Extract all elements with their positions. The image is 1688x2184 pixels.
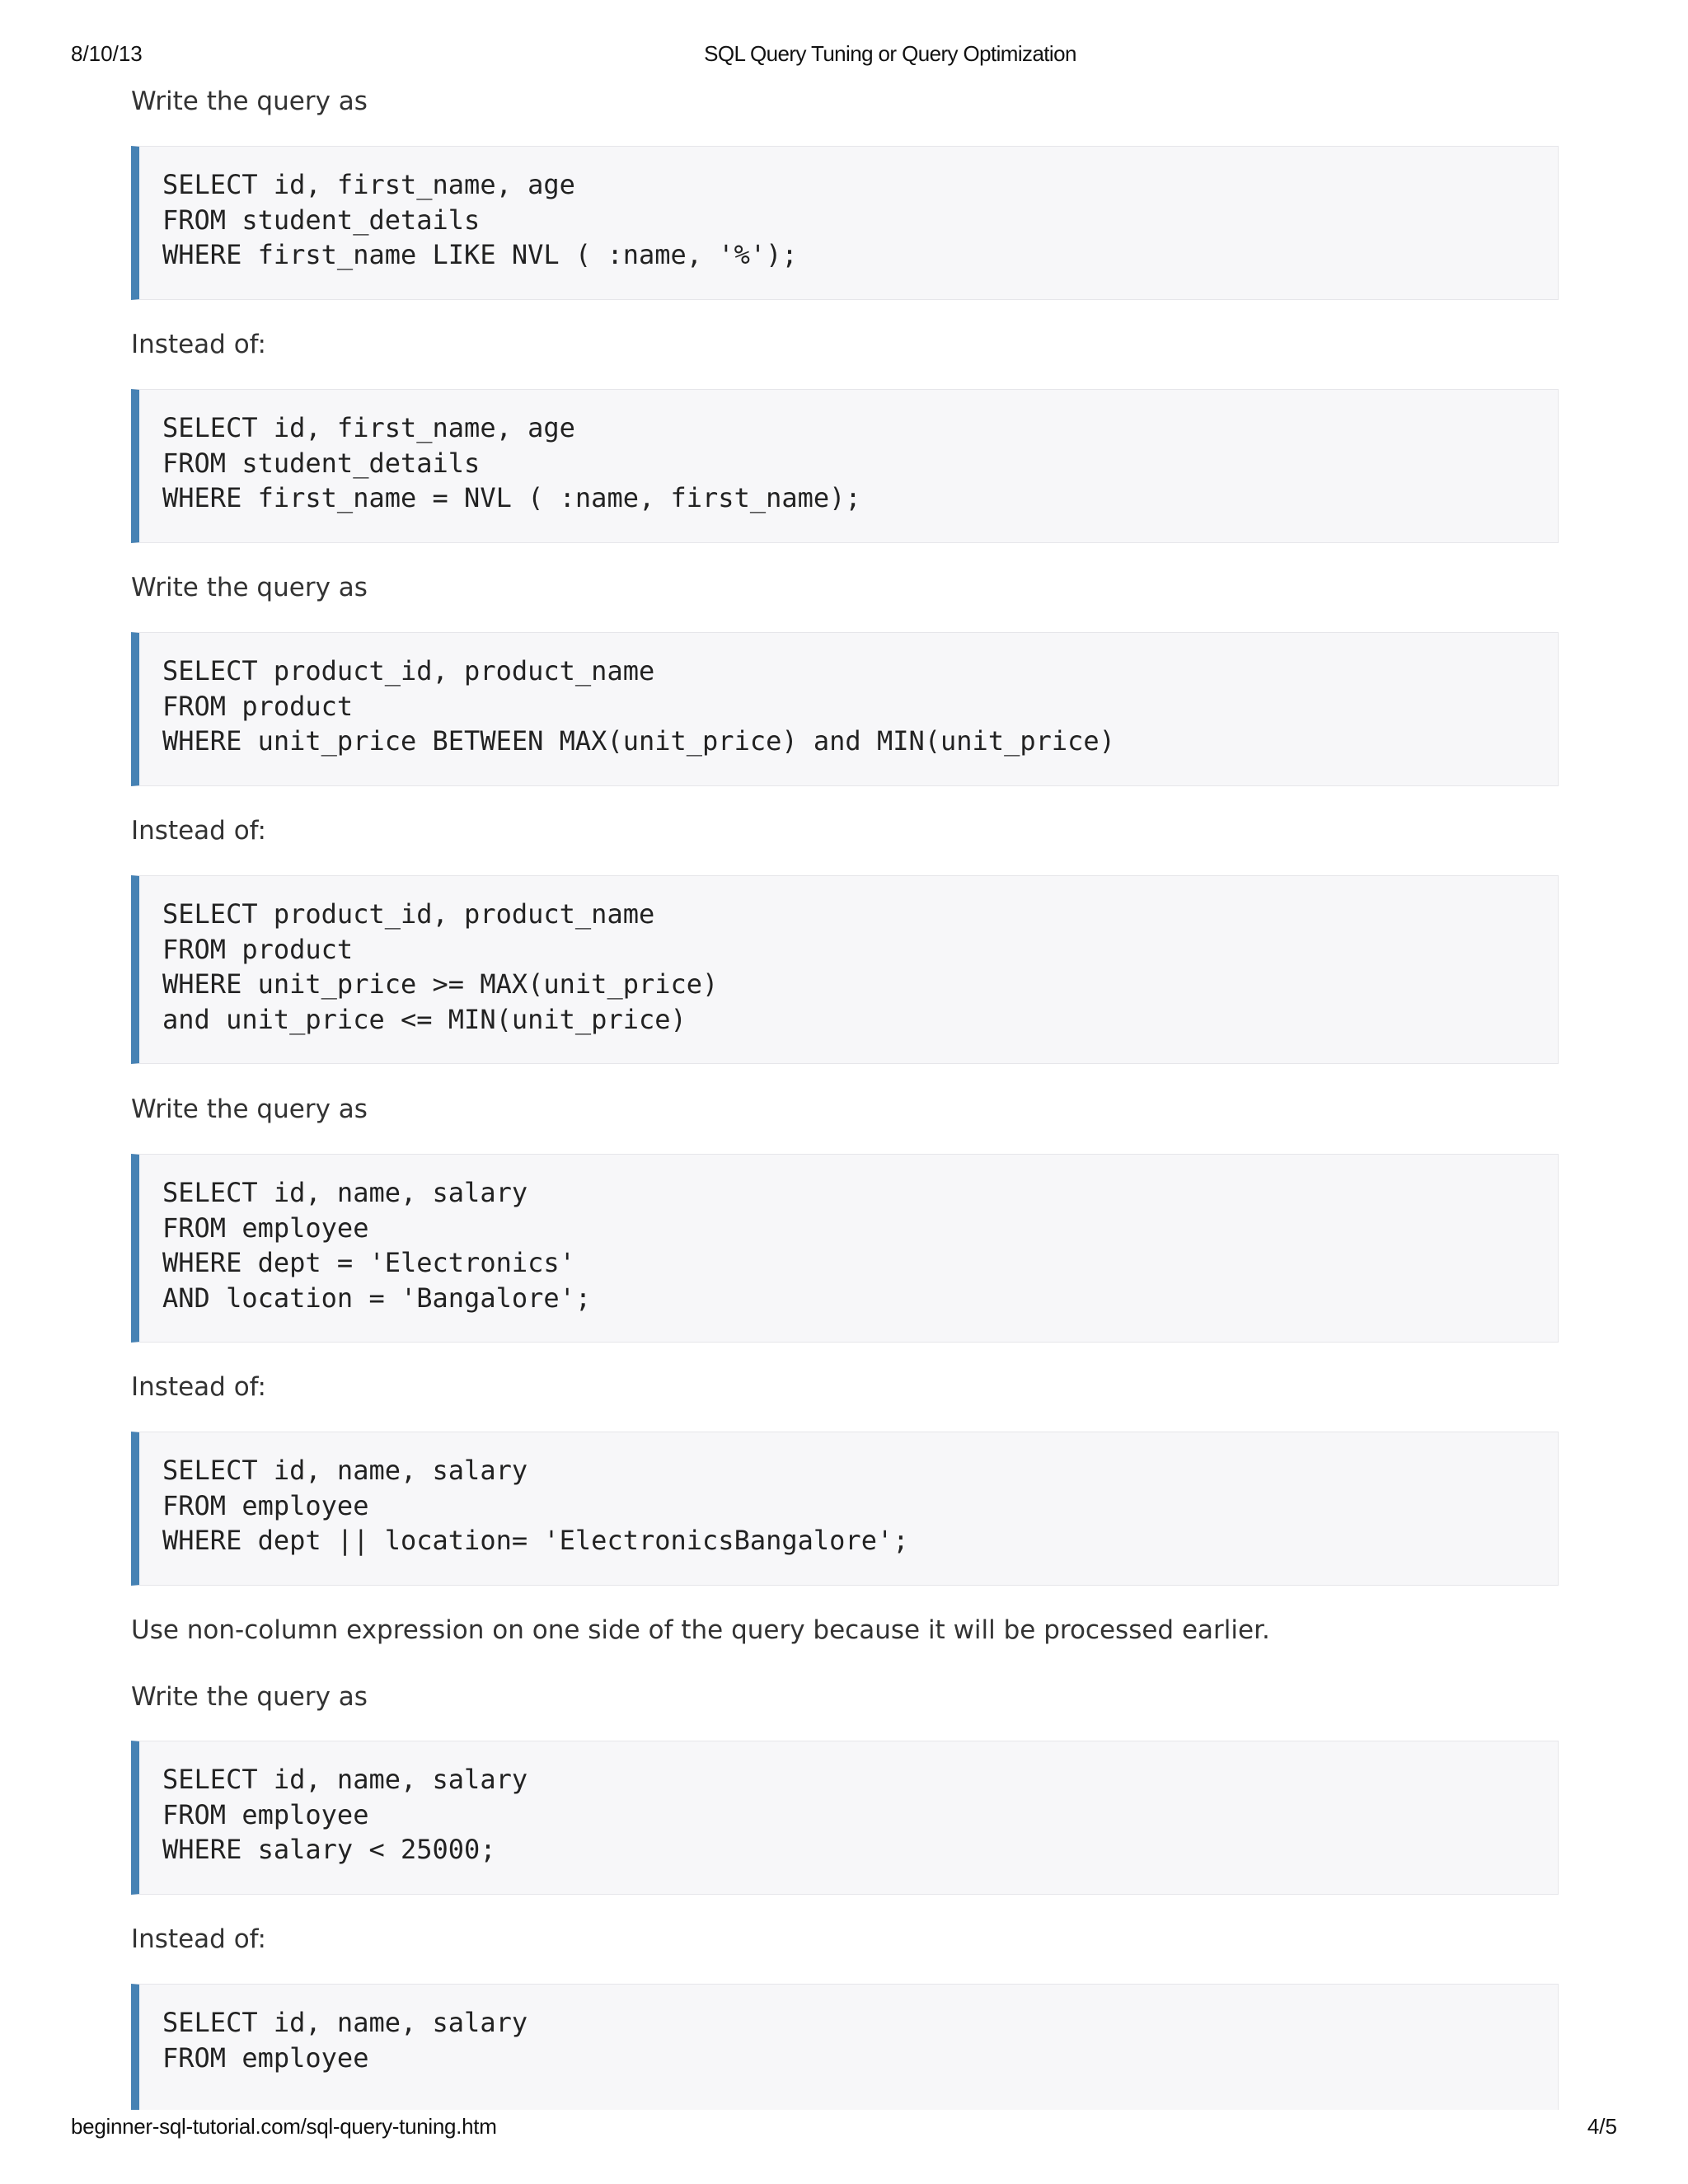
code-line: SELECT id, name, salary	[162, 1764, 528, 1795]
code-line: FROM student_details	[162, 447, 481, 479]
code-block	[131, 875, 1559, 1064]
code-line: FROM student_details	[162, 204, 481, 236]
code-line: SELECT id, first_name, age	[162, 412, 575, 443]
code-line: FROM employee	[162, 1489, 369, 1521]
code-line: WHERE salary < 25000;	[162, 1834, 496, 1865]
code-line: FROM employee	[162, 1798, 369, 1830]
code-line: SELECT id, name, salary	[162, 1455, 528, 1486]
code-line: SELECT id, name, salary	[162, 2007, 528, 2038]
code-line: FROM product	[162, 933, 354, 965]
paragraph: Write the query as	[131, 1682, 368, 1712]
code-block	[131, 1154, 1559, 1343]
code-block	[131, 632, 1559, 786]
page-number: 4/5	[1587, 2114, 1617, 2139]
paragraph: Write the query as	[131, 573, 368, 602]
code-block	[131, 1741, 1559, 1895]
code-line: WHERE dept = 'Electronics'	[162, 1247, 575, 1278]
code-block	[131, 389, 1559, 543]
code-line: WHERE unit_price BETWEEN MAX(unit_price) and MIN(unit_price)	[162, 725, 1115, 757]
print-footer	[0, 2114, 1688, 2147]
code-line: FROM employee	[162, 2041, 369, 2074]
paragraph: Instead of:	[131, 330, 266, 359]
code-line: FROM employee	[162, 1212, 369, 1244]
code-line: SELECT product_id, product_name	[162, 655, 655, 687]
code-line: WHERE unit_price >= MAX(unit_price)	[162, 968, 719, 1000]
code-line: SELECT product_id, product_name	[162, 898, 655, 930]
paragraph: Instead of:	[131, 816, 266, 846]
code-line: WHERE first_name LIKE NVL ( :name, '%');	[162, 239, 798, 270]
code-line: FROM product	[162, 690, 354, 722]
code-line: SELECT id, first_name, age	[162, 169, 575, 200]
code-line: and unit_price <= MIN(unit_price)	[162, 1003, 687, 1035]
paragraph: Write the query as	[131, 87, 368, 116]
page-title: SQL Query Tuning or Query Optimization	[704, 41, 1076, 66]
code-block	[131, 1432, 1559, 1586]
code-line: SELECT id, name, salary	[162, 1177, 528, 1208]
code-line: AND location = 'Bangalore';	[162, 1282, 592, 1314]
print-date: 8/10/13	[71, 41, 143, 66]
code-block	[131, 146, 1559, 300]
code-line: WHERE dept || location= 'ElectronicsBangalore';	[162, 1525, 909, 1556]
paragraph: Write the query as	[131, 1094, 368, 1124]
paragraph: Instead of:	[131, 1372, 266, 1402]
code-line: WHERE first_name = NVL ( :name, first_name);	[162, 482, 861, 513]
page-url: beginner-sql-tutorial.com/sql-query-tuning.htm	[71, 2114, 497, 2139]
code-block	[131, 1984, 1559, 2110]
paragraph: Instead of:	[131, 1924, 266, 1954]
paragraph: Use non-column expression on one side of the query because it will be processed earlier.	[131, 1615, 1270, 1645]
